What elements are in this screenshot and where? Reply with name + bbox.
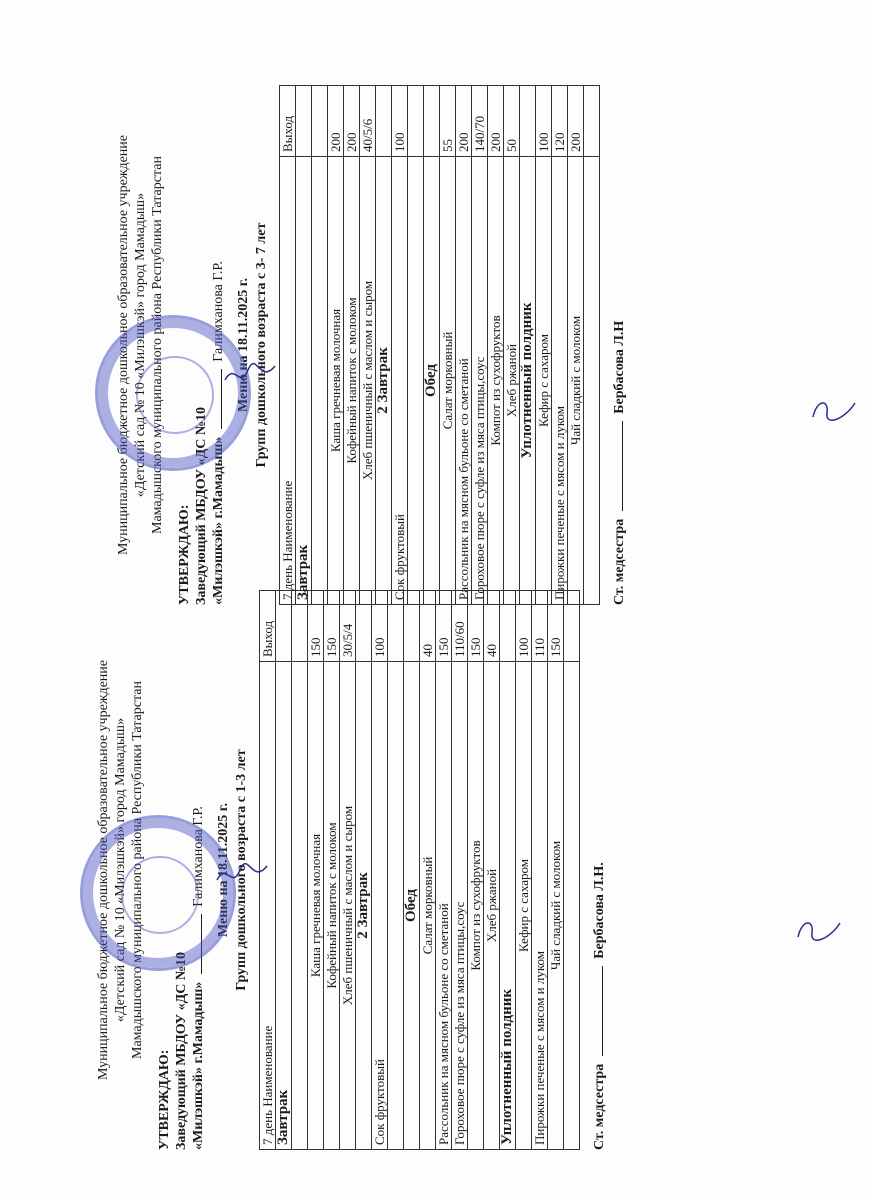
org-line: Муниципальное бюджетное дошкольное образовательное учреждение bbox=[116, 135, 131, 555]
dish-qty: 150 bbox=[468, 591, 484, 662]
table-row bbox=[292, 591, 308, 1150]
menu-title-block bbox=[235, 85, 271, 605]
empty-cell bbox=[296, 86, 312, 157]
dish-name: Пирожки печеные с мясом и луком bbox=[532, 662, 548, 1150]
dish-name: Гороховое пюре с суфле из мяса птицы,соус bbox=[472, 157, 488, 605]
signature-icon bbox=[790, 915, 850, 943]
table-row bbox=[436, 591, 452, 1150]
section-title: Обед bbox=[404, 662, 420, 1150]
dish-qty: 30/5/4 bbox=[340, 591, 356, 662]
table-row bbox=[356, 591, 372, 1150]
org-line: Муниципальное бюджетное дошкольное образовательное учреждение bbox=[96, 660, 111, 1080]
dish-name: Кефир с сахаром bbox=[536, 157, 552, 605]
column-header-name: 7 день Наименование bbox=[280, 157, 296, 605]
empty-cell bbox=[312, 157, 328, 605]
table-row bbox=[532, 591, 548, 1150]
table-row bbox=[404, 591, 420, 1150]
table-row bbox=[584, 86, 600, 605]
table-row bbox=[488, 86, 504, 605]
table-row bbox=[340, 591, 356, 1150]
dish-qty: 50 bbox=[504, 86, 520, 157]
footer-name: Бербасова Л.Н. bbox=[592, 862, 607, 959]
footer-name: Бербасова Л.Н bbox=[612, 320, 627, 414]
dish-qty: 100 bbox=[372, 591, 388, 662]
approve-org: «Милэшкэй» г.Мамадыш» bbox=[191, 981, 206, 1150]
empty-cell bbox=[312, 86, 328, 157]
dish-qty: 55 bbox=[440, 86, 456, 157]
table-row bbox=[536, 86, 552, 605]
official-seal-icon bbox=[80, 815, 236, 971]
section-title: Завтрак bbox=[296, 157, 312, 605]
column-header-qty: Выход bbox=[280, 86, 296, 157]
table-row bbox=[392, 86, 408, 605]
dish-qty: 100 bbox=[392, 86, 408, 157]
section-title: Обед bbox=[424, 157, 440, 605]
dish-name: Каша гречневая молочная bbox=[308, 662, 324, 1150]
table-row bbox=[520, 86, 536, 605]
table-row bbox=[324, 591, 340, 1150]
dish-name: Пирожки печеные с мясом и луком bbox=[552, 157, 568, 605]
dish-qty: 200 bbox=[328, 86, 344, 157]
dish-name: Компот из сухофруктов bbox=[488, 157, 504, 605]
footer-label: Ст. медсестра bbox=[612, 518, 627, 605]
dish-qty: 150 bbox=[324, 591, 340, 662]
org-line: Мамадышского муниципального района Республики Татарстан bbox=[130, 681, 145, 1059]
table-row bbox=[312, 86, 328, 605]
table-row bbox=[552, 86, 568, 605]
table-row bbox=[564, 591, 580, 1150]
table-row bbox=[484, 591, 500, 1150]
empty-cell bbox=[408, 86, 424, 157]
empty-cell bbox=[424, 86, 440, 157]
menu-subtitle: Групп дошкольного возраста с 3- 7 лет bbox=[254, 222, 269, 468]
dish-name: Сок фруктовый bbox=[372, 662, 388, 1150]
footer-signature bbox=[592, 590, 608, 1150]
section-title: Уплотненный полдник bbox=[500, 662, 516, 1150]
table-row bbox=[440, 86, 456, 605]
dish-name: Чай сладкий с молоком bbox=[568, 157, 584, 605]
approve-name: Галимханова Г.Р. bbox=[211, 261, 226, 362]
table-row bbox=[408, 86, 424, 605]
dish-qty: 200 bbox=[456, 86, 472, 157]
menu-table bbox=[259, 590, 580, 1150]
empty-cell bbox=[584, 157, 600, 605]
section-title: Уплотненный полдник bbox=[520, 157, 536, 605]
dish-name: Кофейный напиток с молоком bbox=[324, 662, 340, 1150]
dish-name: Хлеб пшеничный с маслом и сыром bbox=[340, 662, 356, 1150]
dish-name: Хлеб ржаной bbox=[484, 662, 500, 1150]
table-row bbox=[568, 86, 584, 605]
table-row bbox=[296, 86, 312, 605]
footer-label: Ст. медсестра bbox=[592, 1063, 607, 1150]
dish-qty: 200 bbox=[568, 86, 584, 157]
table-row bbox=[328, 86, 344, 605]
table-row bbox=[548, 591, 564, 1150]
dish-qty: 200 bbox=[488, 86, 504, 157]
dish-qty: 100 bbox=[516, 591, 532, 662]
dish-qty: 110 bbox=[532, 591, 548, 662]
dish-qty: 150 bbox=[436, 591, 452, 662]
dish-name: Рассольник на мясном бульоне со сметаной bbox=[456, 157, 472, 605]
table-row bbox=[360, 86, 376, 605]
dish-qty: 150 bbox=[308, 591, 324, 662]
dish-qty: 150 bbox=[548, 591, 564, 662]
table-row bbox=[372, 591, 388, 1150]
signature-line bbox=[602, 966, 603, 1056]
table-row bbox=[308, 591, 324, 1150]
table-row bbox=[472, 86, 488, 605]
table-row bbox=[276, 591, 292, 1150]
dish-name: Хлеб ржаной bbox=[504, 157, 520, 605]
signature-icon bbox=[805, 395, 865, 423]
dish-qty: 40 bbox=[420, 591, 436, 662]
org-line: «Детский сад № 10 «Милэшкэй» город Мамадыш» bbox=[133, 192, 148, 498]
signature-icon bbox=[212, 860, 272, 888]
table-row bbox=[388, 591, 404, 1150]
empty-cell bbox=[408, 157, 424, 605]
menu-title: Меню на 18.11.2025 г. bbox=[216, 802, 231, 938]
menu-subtitle: Групп дошкольного возраста с 1-3 лет bbox=[234, 749, 249, 991]
dish-name: Хлеб пшеничный с маслом и сыром bbox=[360, 157, 376, 605]
dish-name: Компот из сухофруктов bbox=[468, 662, 484, 1150]
org-line: Мамадышского муниципального района Республики Татарстан bbox=[150, 156, 165, 534]
official-seal-icon bbox=[95, 315, 251, 471]
table-row bbox=[516, 591, 532, 1150]
dish-qty: 100 bbox=[536, 86, 552, 157]
dish-qty: 140/70 bbox=[472, 86, 488, 157]
approve-label: УТВЕРЖДАЮ: bbox=[157, 1049, 172, 1150]
table-row bbox=[424, 86, 440, 605]
dish-name: Чай сладкий с молоком bbox=[548, 662, 564, 1150]
approve-org: «Милэшкэй» г.Мамадыш» bbox=[211, 436, 226, 605]
dish-name: Кофейный напиток с молоком bbox=[344, 157, 360, 605]
dish-name: Салат морковный bbox=[440, 157, 456, 605]
table-row bbox=[376, 86, 392, 605]
signature-line bbox=[622, 421, 623, 511]
table-row bbox=[280, 86, 296, 605]
table-row bbox=[420, 591, 436, 1150]
section-title: Завтрак bbox=[276, 662, 292, 1150]
dish-qty: 110/60 bbox=[452, 591, 468, 662]
empty-cell bbox=[564, 662, 580, 1150]
empty-cell bbox=[292, 662, 308, 1150]
dish-qty: 120 bbox=[552, 86, 568, 157]
dish-name: Гороховое пюре с суфле из мяса птицы,соус bbox=[452, 662, 468, 1150]
table-row bbox=[452, 591, 468, 1150]
approve-name: Галимханова Г.Р. bbox=[191, 806, 206, 907]
table-row bbox=[468, 591, 484, 1150]
approve-label: УТВЕРЖДАЮ: bbox=[177, 504, 192, 605]
dish-name: Сок фруктовый bbox=[392, 157, 408, 605]
approve-position: Заведующий МБДОУ «ДС №10 bbox=[174, 952, 189, 1150]
footer-signature bbox=[612, 85, 628, 605]
dish-name: Кефир с сахаром bbox=[516, 662, 532, 1150]
empty-cell bbox=[520, 86, 536, 157]
section-title: 2 Завтрак bbox=[376, 157, 392, 605]
table-row bbox=[504, 86, 520, 605]
section-title: 2 Завтрак bbox=[356, 662, 372, 1150]
empty-cell bbox=[388, 662, 404, 1150]
table-row bbox=[500, 591, 516, 1150]
dish-name: Каша гречневая молочная bbox=[328, 157, 344, 605]
signature-icon bbox=[220, 360, 280, 388]
empty-cell bbox=[584, 86, 600, 157]
dish-name: Рассольник на мясном бульоне со сметаной bbox=[436, 662, 452, 1150]
dish-qty: 40 bbox=[484, 591, 500, 662]
table-row bbox=[344, 86, 360, 605]
dish-name: Салат морковный bbox=[420, 662, 436, 1150]
org-line: «Детский сад № 10 «Милэшкэй» город Мамадыш» bbox=[113, 717, 128, 1023]
table-row bbox=[456, 86, 472, 605]
column-header-qty: Выход bbox=[260, 591, 276, 662]
empty-cell bbox=[376, 86, 392, 157]
approve-position: Заведующий МБДОУ «ДС №10 bbox=[194, 407, 209, 605]
column-header-name: 7 день Наименование bbox=[260, 662, 276, 1150]
dish-qty: 40/5/6 bbox=[360, 86, 376, 157]
dish-qty: 200 bbox=[344, 86, 360, 157]
menu-title: Меню на 18.11.2025 г. bbox=[236, 277, 251, 413]
menu-table bbox=[279, 85, 600, 605]
